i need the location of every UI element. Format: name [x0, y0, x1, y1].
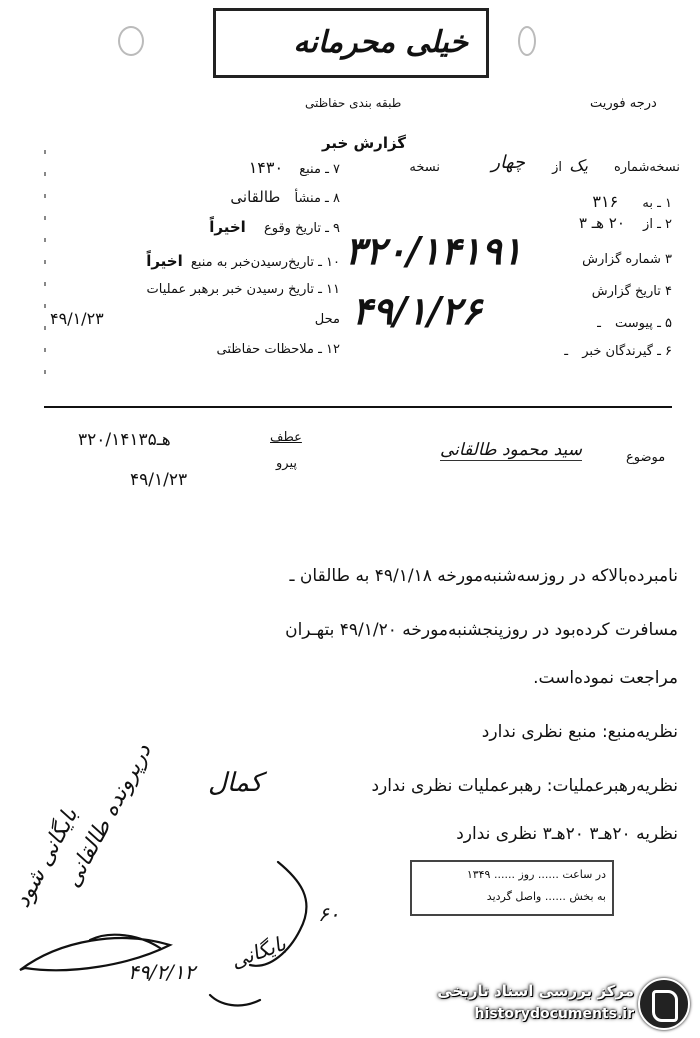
source-opinion: نظریه‌منبع: منبع نظری ندارد [481, 722, 678, 742]
left-field-value: طالقانی [230, 188, 281, 206]
peyro-label: پیرو [276, 456, 297, 471]
center-number: ۶۰ [318, 902, 340, 926]
hole-punch-left [118, 26, 144, 56]
priority-label: درجه فوریت [590, 96, 657, 111]
copy-number-label: نسخه‌شماره [613, 160, 680, 175]
left-field-value: ۱۴۳۰ [248, 158, 284, 177]
left-field-occurrence-date [209, 218, 340, 236]
subject-value: سید محمود طالقانی [440, 440, 582, 460]
right-field-report-number [582, 252, 672, 267]
protective-class-label: طبقه بندی حفاظتی [305, 96, 402, 110]
left-field-label: ۱۲ ـ ملاحظات حفاظتی [216, 342, 340, 357]
operations-opinion: نظریه‌رهبرعملیات: رهبرعملیات نظری ندارد [371, 776, 678, 796]
vertical-dash-left [44, 150, 46, 380]
right-field-value: ۲۰ هـ ۳ [578, 214, 625, 232]
operations-handwritten: کمال [208, 768, 263, 798]
right-field-label: ۲ ـ از [643, 217, 672, 232]
section-divider [44, 406, 672, 408]
reference-number: ۳هـ۲۰/۱۴۱۳۵ [78, 430, 171, 450]
margin-note-archive: بایگانی شود [10, 803, 84, 912]
left-field-label: ۸ ـ منشأ [294, 191, 340, 206]
margin-note-file: درپرونده طالقانی [60, 739, 157, 892]
left-field-source [249, 158, 340, 177]
classification-stamp-text: خیلی محرمانه [293, 25, 468, 60]
handwritten-report-number: ۳۲۰/۱۴۱۹۱ [345, 228, 523, 273]
right-field-report-date [592, 284, 672, 299]
received-stamp-line-1: در ساعت ...... روز ...... ۱۳۴۹ [466, 868, 606, 881]
office-opinion: نظریه ۲۰هـ۳ ۲۰هـ۳ نظری ندارد [456, 824, 678, 844]
left-field-value: اخیراً [209, 218, 246, 236]
left-field-received-date [146, 252, 340, 270]
center-note: بایگانی [227, 931, 290, 973]
left-field-label: محل [314, 312, 340, 327]
archive-logo-icon [638, 978, 690, 1030]
copy-number-row [405, 152, 680, 182]
copy-number-value: یک [569, 156, 588, 175]
received-stamp [410, 860, 614, 916]
classification-stamp [213, 8, 489, 78]
left-field-ops-received-date [147, 282, 340, 297]
copy-from-label: از [552, 160, 562, 175]
left-field-label: ۱۱ ـ تاریخ رسیدن خبر برهبر عملیات [146, 282, 340, 297]
right-field-label: ۱ ـ به [642, 196, 672, 211]
right-field-from [579, 214, 672, 232]
right-field-to [592, 192, 672, 211]
report-title: گزارش خبر [322, 134, 407, 152]
left-field-label: ۷ ـ منبع [299, 162, 340, 177]
reference-date: ۴۹/۱/۲۳ [130, 470, 188, 490]
right-field-label: ۶ ـ گیرندگان خبر [582, 344, 672, 359]
left-field-label: ۹ ـ تاریخ وقوع [263, 221, 340, 236]
right-field-value: ـ [564, 344, 569, 359]
hole-punch-right [518, 26, 536, 56]
subject-label: موضوع [626, 450, 666, 465]
left-field-origin [230, 188, 340, 206]
right-field-recipients [564, 344, 672, 359]
right-field-attachment [597, 316, 672, 331]
copy-suffix: نسخه [409, 160, 440, 175]
watermark-name: مرکز بررسی اسناد تاریخی [437, 982, 634, 1000]
right-field-value: ۳۱۶ [592, 192, 619, 211]
left-field-label: ۱۰ ـ تاریخ‌رسیدن‌خبر به منبع [190, 255, 340, 270]
body-line-3: مراجعت نموده‌است. [533, 668, 678, 688]
right-field-label: ۳ شماره گزارش [582, 252, 672, 267]
right-field-label: ۴ تاریخ گزارش [591, 284, 672, 299]
copy-from-value: چهار [491, 152, 525, 173]
watermark [418, 976, 690, 1034]
right-field-label: ۵ ـ پیوست [615, 316, 672, 331]
right-field-value: ـ [597, 316, 601, 331]
received-stamp-line-2: به بخش ...... واصل گردید [486, 890, 606, 903]
body-line-2: مسافرت کرده‌بود در روزپنجشنبه‌مورخه ۴۹/۱/۲۰ بتهـران [285, 620, 678, 640]
body-line-1: نامبرده‌بالاکه در روزسه‌شنبه‌مورخه ۴۹/۱/۱۸ به طالقان ـ [289, 566, 678, 586]
handwritten-report-date: ۴۹/۱/۲۶ [352, 288, 482, 333]
left-field-value: اخیراً [146, 252, 183, 270]
atf-label: عطف [270, 430, 302, 445]
watermark-url: historydocuments.ir [474, 1006, 634, 1022]
left-field-value: ۴۹/۱/۲۳ [50, 309, 104, 328]
left-field-place [40, 309, 340, 328]
signature-date: ۴۹/۲/۱۲ [128, 960, 196, 984]
left-field-protective-notes [217, 342, 340, 357]
